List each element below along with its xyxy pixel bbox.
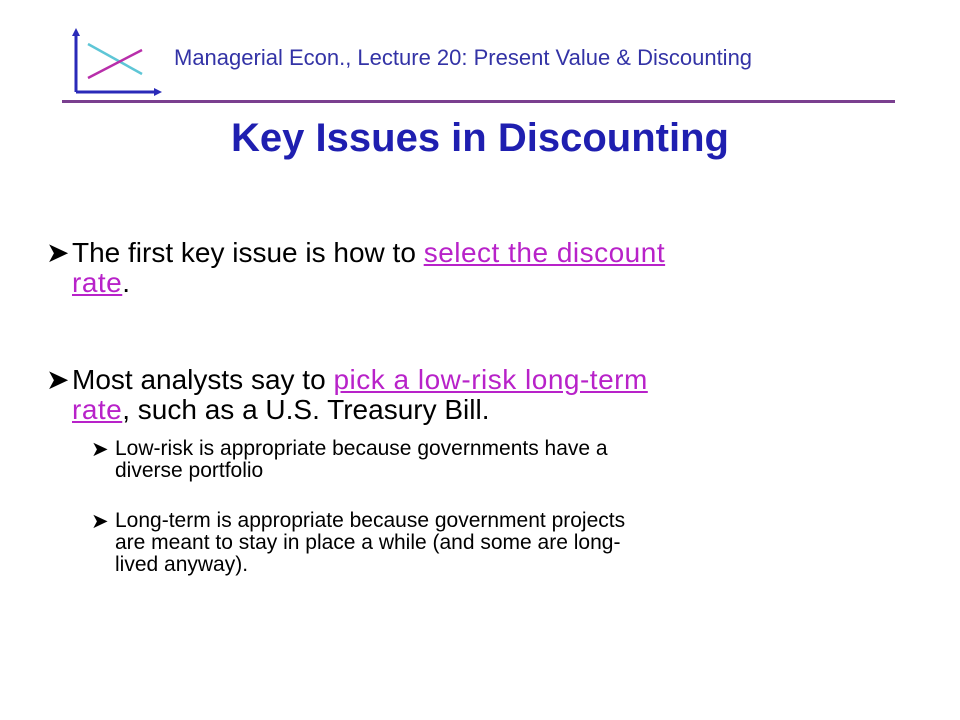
lecture-header: Managerial Econ., Lecture 20: Present Value & Discounting [174, 45, 753, 70]
bullet-line: The first key issue is how to select the discount [72, 237, 666, 268]
bullet-select-discount-rate [46, 238, 906, 302]
sub-bullet-line: lived anyway). [115, 553, 249, 576]
arrow-bullet-icon: ➤ [46, 236, 70, 269]
sub-bullet-line: diverse portfolio [115, 459, 264, 482]
arrow-bullet-icon: ➤ [91, 509, 109, 533]
axes-crossing-lines-icon [62, 28, 166, 98]
bullet-pick-low-risk-rate [46, 365, 906, 429]
arrow-bullet-icon: ➤ [91, 437, 109, 461]
sub-bullet-line: Long-term is appropriate because government projects [115, 509, 626, 532]
bullet-line: rate. [72, 267, 131, 298]
slide-title: Key Issues in Discounting [231, 116, 729, 160]
sub-bullet-low-risk [91, 438, 911, 484]
sub-bullet-long-term [91, 510, 911, 580]
highlighted-term: rate [72, 267, 123, 298]
highlighted-term: rate [72, 394, 123, 425]
arrow-bullet-icon: ➤ [46, 363, 70, 396]
highlighted-term: select the discount [423, 237, 666, 268]
header-divider [62, 100, 895, 103]
sub-bullet-line: Low-risk is appropriate because governments have a [115, 437, 608, 460]
highlighted-term: pick a low-risk long-term [333, 364, 648, 395]
sub-bullet-line: are meant to stay in place a while (and some are long- [115, 531, 621, 554]
bullet-line: rate, such as a U.S. Treasury Bill. [72, 394, 490, 425]
bullet-line: Most analysts say to pick a low-risk long-term [72, 364, 648, 395]
